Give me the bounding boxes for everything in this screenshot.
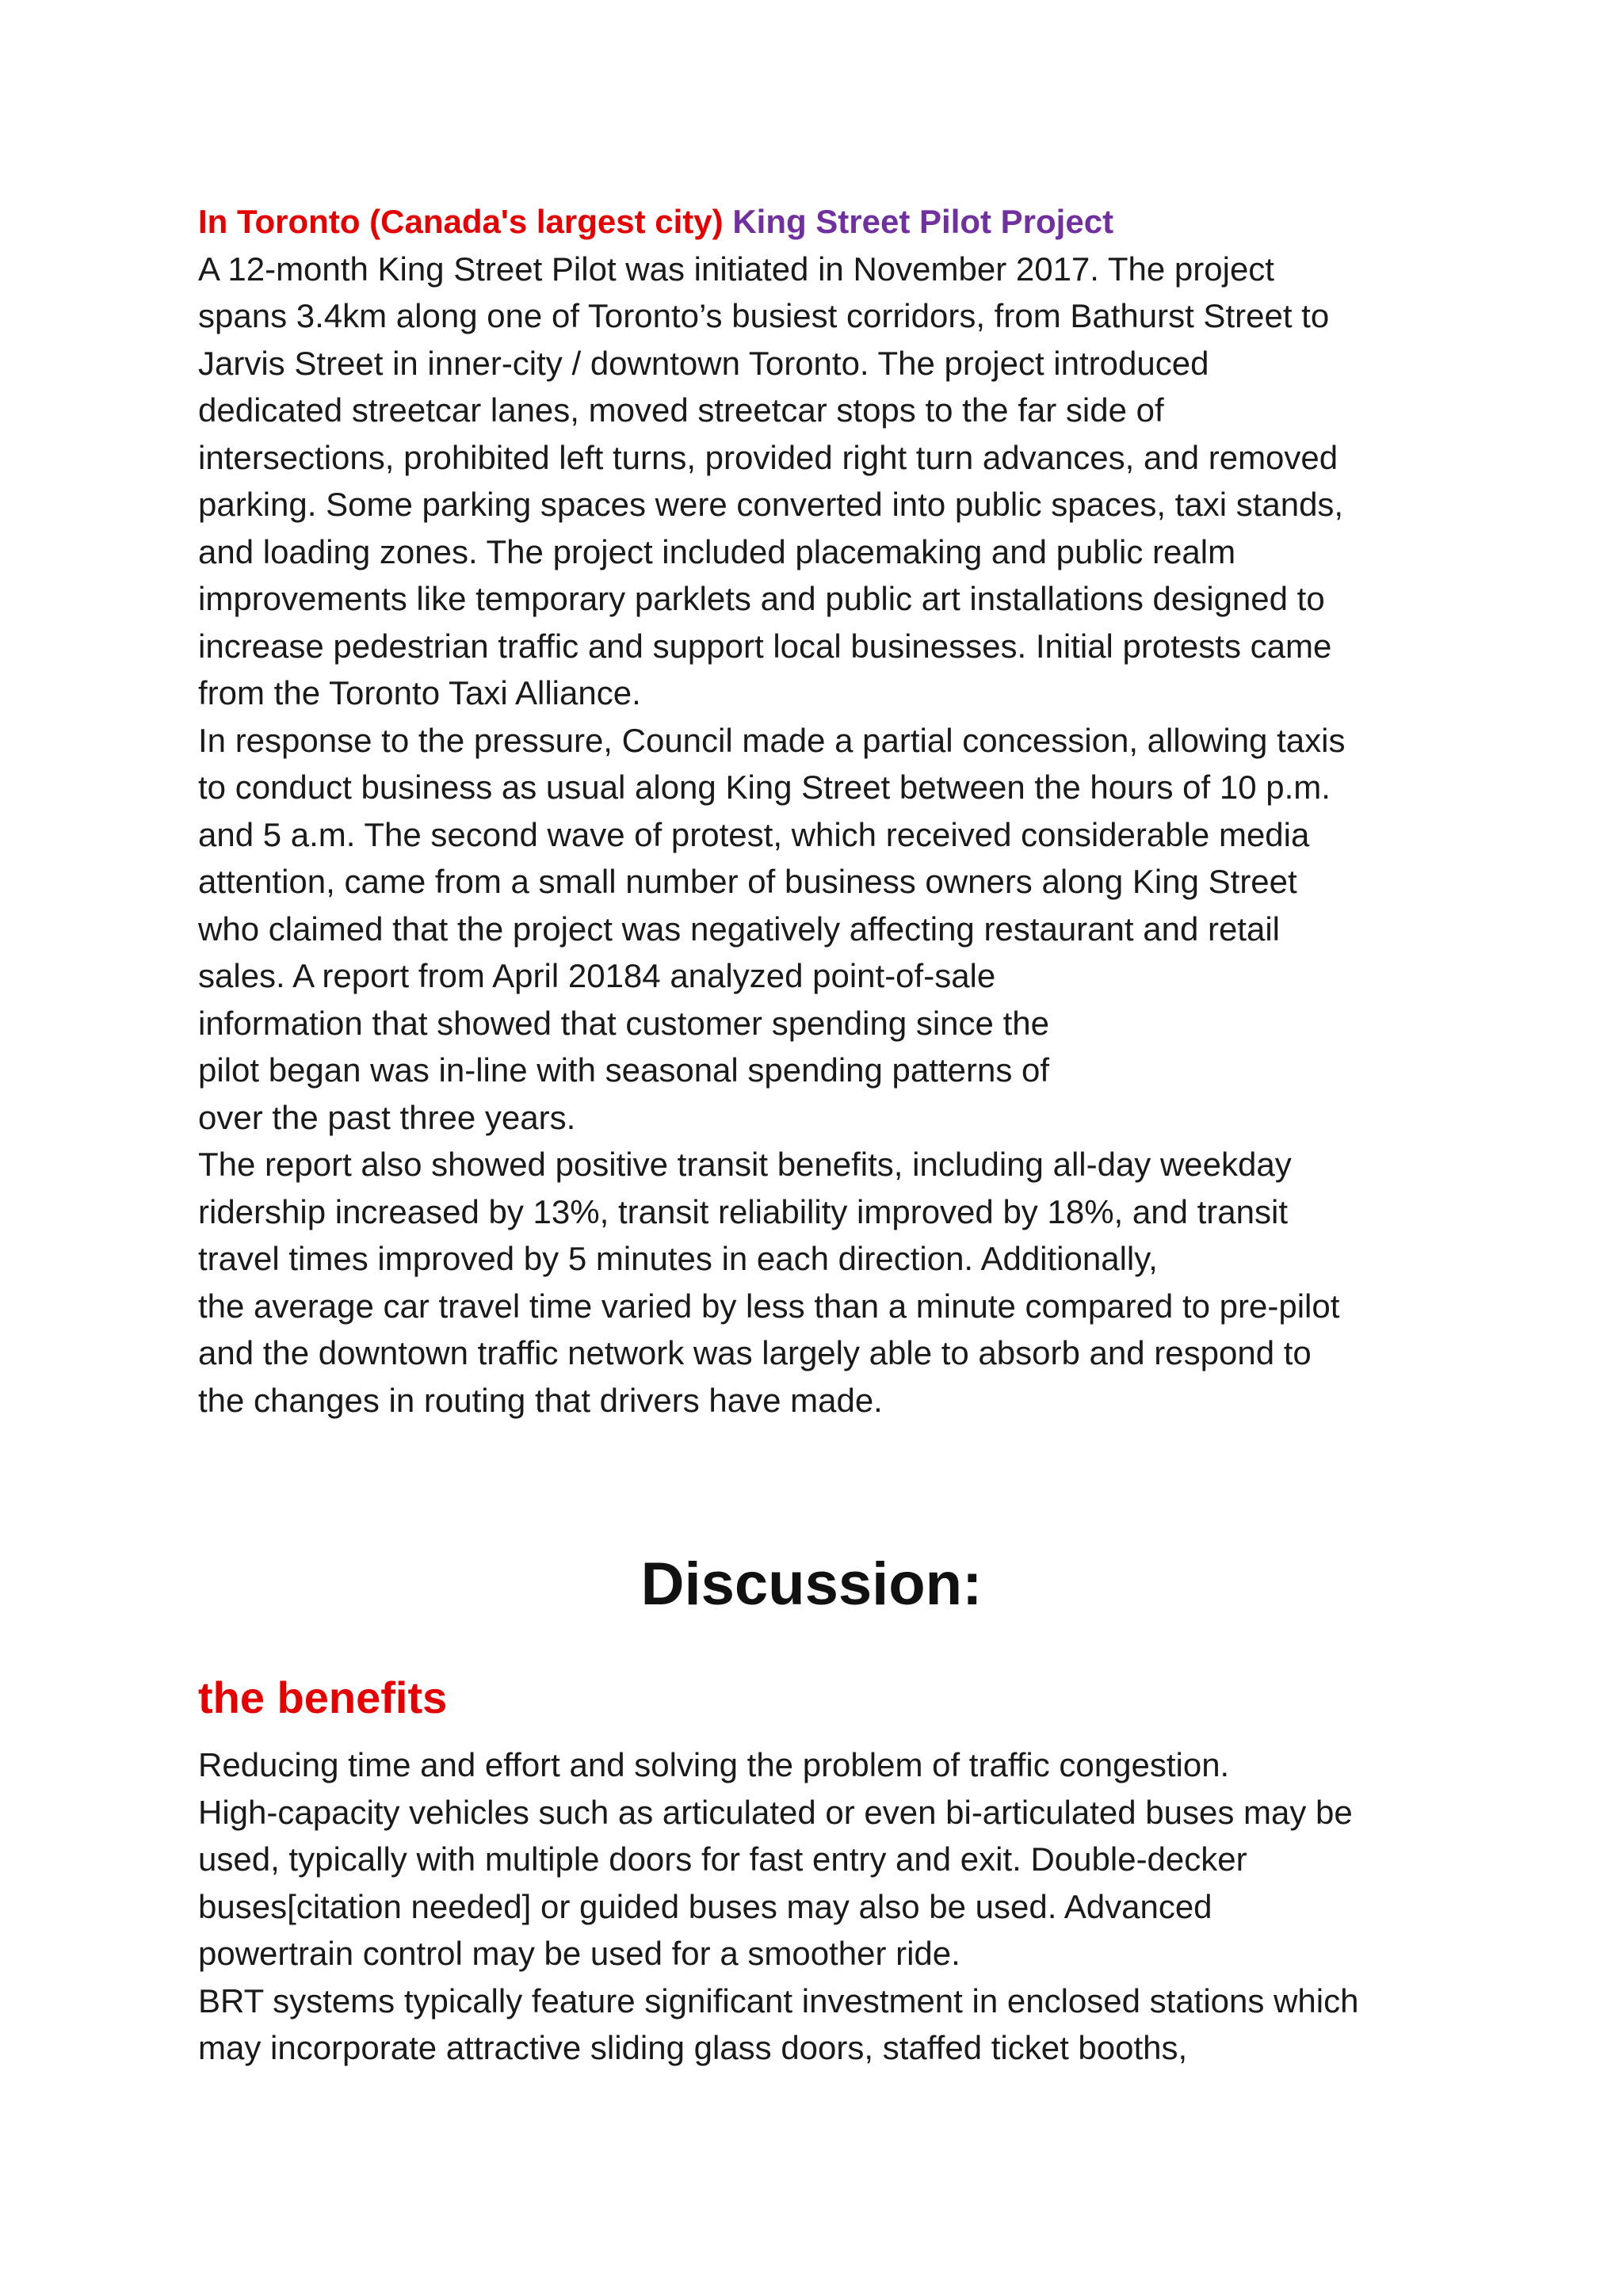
heading-project-title: King Street Pilot Project	[732, 203, 1114, 240]
paragraph-line: attention, came from a small number of business owners along King Street	[198, 863, 1297, 900]
paragraph-line: Reducing time and effort and solving the problem of traffic congestion.	[198, 1746, 1230, 1783]
heading-location: In Toronto (Canada's largest city)	[198, 203, 724, 240]
paragraph-line: spans 3.4km along one of Toronto’s busiest corridors, from Bathurst Street to	[198, 297, 1330, 334]
paragraph-line: powertrain control may be used for a smoother ride.	[198, 1935, 960, 1972]
paragraph-line: buses[citation needed] or guided buses may also be used. Advanced	[198, 1887, 1212, 1925]
paragraph-line: the changes in routing that drivers have made.	[198, 1381, 883, 1419]
paragraph-line: travel times improved by 5 minutes in each direction. Additionally,	[198, 1240, 1158, 1277]
paragraph-line: In response to the pressure, Council made a partial concession, allowing taxis	[198, 721, 1346, 759]
paragraph-line: dedicated streetcar lanes, moved streetcar stops to the far side of	[198, 391, 1164, 429]
paragraph-line: to conduct business as usual along King Street between the hours of 10 p.m.	[198, 769, 1331, 806]
discussion-title: Discussion:	[640, 1550, 983, 1618]
paragraph-line: and the downtown traffic network was largely able to absorb and respond to	[198, 1334, 1312, 1371]
paragraph-line: ridership increased by 13%, transit reliability improved by 18%, and transit	[198, 1192, 1288, 1230]
paragraph-line: information that showed that customer spending since the	[198, 1004, 1049, 1042]
section-heading	[198, 198, 1434, 246]
paragraph-line: The report also showed positive transit benefits, including all-day weekday	[198, 1146, 1292, 1183]
paragraph-line: over the past three years.	[198, 1098, 576, 1136]
paragraph-line: and 5 a.m. The second wave of protest, which received considerable media	[198, 815, 1310, 853]
paragraph-line: used, typically with multiple doors for fast entry and exit. Double-decker	[198, 1840, 1247, 1878]
paragraph-line: intersections, prohibited left turns, provided right turn advances, and removed	[198, 438, 1338, 476]
paragraph-line: the average car travel time varied by less than a minute compared to pre-pilot	[198, 1287, 1340, 1325]
benefits-heading: the benefits	[198, 1672, 448, 1722]
paragraph-line: pilot began was in-line with seasonal spending patterns of	[198, 1051, 1050, 1089]
paragraph-line: High-capacity vehicles such as articulated or even bi-articulated buses may be	[198, 1793, 1353, 1831]
section-benefits-body	[198, 1741, 1434, 2072]
paragraph-line: from the Toronto Taxi Alliance.	[198, 674, 641, 711]
paragraph-line: increase pedestrian traffic and support local businesses. Initial protests came	[198, 627, 1332, 665]
section-king-street-pilot	[198, 198, 1434, 1424]
paragraph-line: who claimed that the project was negatively affecting restaurant and retail	[198, 910, 1280, 948]
paragraph-line: BRT systems typically feature significant investment in enclosed stations which	[198, 1981, 1359, 2019]
paragraph-line: Jarvis Street in inner-city / downtown Toronto. The project introduced	[198, 344, 1209, 382]
paragraph-line: A 12-month King Street Pilot was initiated in November 2017. The project	[198, 250, 1274, 288]
paragraph-line: improvements like temporary parklets and public art installations designed to	[198, 580, 1325, 617]
paragraph-line: may incorporate attractive sliding glass doors, staffed ticket booths,	[198, 2029, 1188, 2066]
paragraph-line: sales. A report from April 20184 analyzed point-of-sale	[198, 957, 996, 994]
paragraph-line: and loading zones. The project included placemaking and public realm	[198, 532, 1236, 570]
paragraph-line: parking. Some parking spaces were converted into public spaces, taxi stands,	[198, 486, 1344, 523]
